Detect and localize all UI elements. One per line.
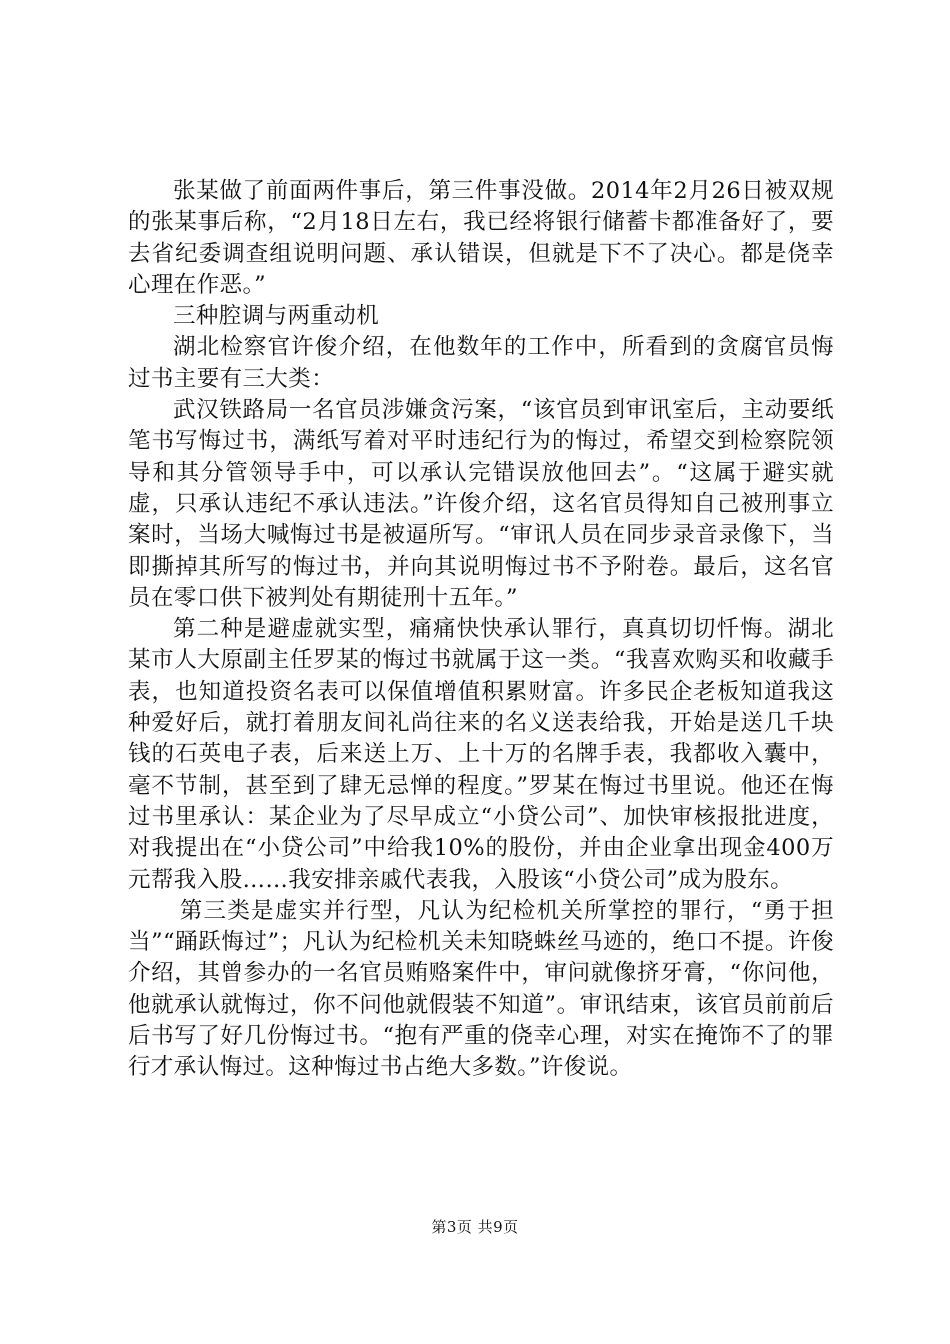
paragraph-intro-three-types: 湖北检察官许俊介绍，在他数年的工作中，所看到的贪腐官员悔过书主要有三大类： [128, 334, 834, 392]
page-footer [0, 1216, 950, 1237]
paragraph-zhang-followup: 张某做了前面两件事后，第三件事没做。2014年2月26日被双规的张某事后称，“2月18日左右，我已经将银行储蓄卡都准备好了，要去省纪委调查组说明问题、承认错误，但就是下不了决心。都是侥幸心理在作恶。” [128, 178, 834, 298]
page-number-label: 第3页 共9页 [431, 1218, 519, 1236]
section-heading: 三种腔调与两重动机 [173, 303, 380, 330]
paragraph-type-one: 武汉铁路局一名官员涉嫌贪污案，“该官员到审讯室后，主动要纸笔书写悔过书，满纸写着对平时违纪行为的悔过，希望交到检察院领导和其分管领导手中，可以承认完错误放他回去”。“这属于避实就虚，只承认违纪不承认违法。”许俊介绍，这名官员得知自己被刑事立案时，当场大喊悔过书是被逼所写。“审讯人员在同步录音录像下，当即撕掉其所写的悔过书，并向其说明悔过书不予附卷。最后，这名官员在零口供下被判处有期徒刑十五年。” [128, 397, 834, 611]
paragraph-type-three: 第三类是虚实并行型，凡认为纪检机关所掌控的罪行，“勇于担当”“踊跃悔过”；凡认为纪检机关未知晓蛛丝马迹的，绝口不提。许俊介绍，其曾参办的一名官员贿赂案件中，审问就像挤牙膏，“你问他，他就承认就悔过，你不问他就假装不知道”。审讯结束，该官员前前后后书写了好几份悔过书。“抱有严重的侥幸心理，对实在掩饰不了的罪行才承认悔过。这种悔过书占绝大多数。”许俊说。 [128, 897, 834, 1081]
paragraph-type-two: 第二种是避虚就实型，痛痛快快承认罪行，真真切切忏悔。湖北某市人大原副主任罗某的悔过书就属于这一类。“我喜欢购买和收藏手表，也知道投资名表可以保值增值积累财富。许多民企老板知道我这种爱好后，就打着朋友间礼尚往来的名义送表给我，开始是送几千块钱的石英电子表，后来送上万、上十万的名牌手表，我都收入囊中，毫不节制，甚至到了肆无忌惮的程度。”罗某在悔过书里说。他还在悔过书里承认：某企业为了尽早成立“小贷公司”、加快审核报批进度，对我提出在“小贷公司”中给我10%的股份，并由企业拿出现金400万元帮我入股……我安排亲戚代表我，入股该“小贷公司”成为股东。 [128, 616, 834, 893]
document-body [128, 176, 834, 1084]
